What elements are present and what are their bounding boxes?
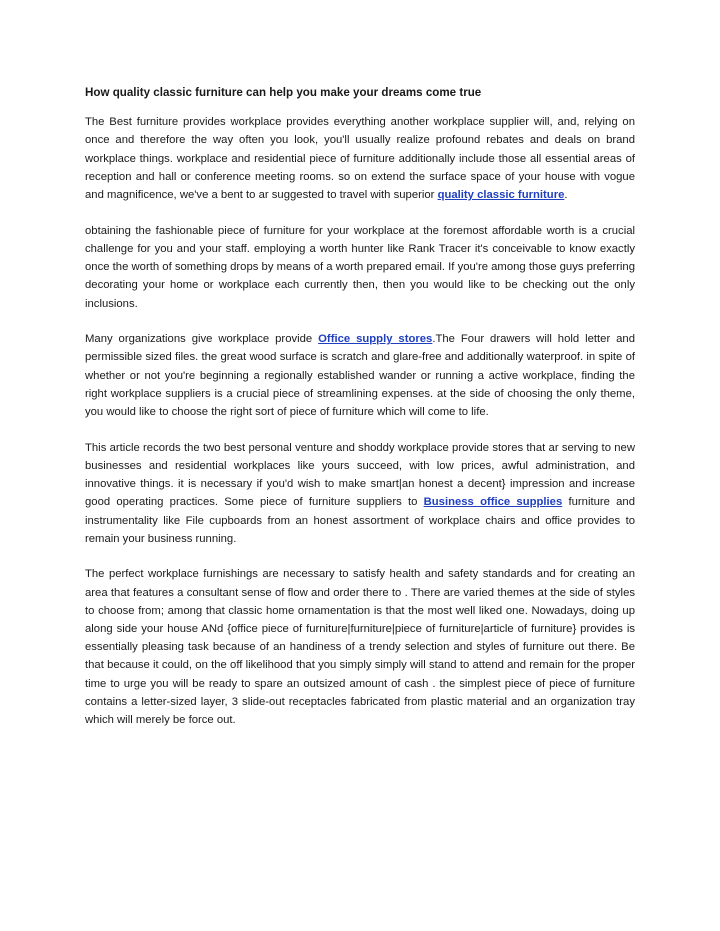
paragraph-4-before: This article records the two best personal venture and shoddy workplace provide stores that ar serving to new businesses and residential workplaces like yours succeed, with low prices, awful administration, and innovative things. it is necessary if you'd wish to make smart|an honest a decent} impression and increase good operating practices. Some piece of furniture suppliers to [85,441,635,509]
document-page [85,84,635,747]
paragraph-1-after: . [564,189,568,202]
paragraph-1-text: The Best furniture provides workplace provides everything another workplace supplier will, and, relying on once and therefore the way often you look, you'll usually realize profound rebates and deals on brand workplace things. workplace and residential piece of furniture additionally include those all essential areas of reception and hall or conference meeting rooms. so on extend the surface space of your house with vogue and magnificence, we've a bent to ar suggested to travel with superior [85,116,635,202]
paragraph-4 [85,439,635,548]
paragraph-1 [85,113,635,204]
paragraph-5: The perfect workplace furnishings are necessary to satisfy health and safety standards and for creating an area that features a consultant sense of flow and order there to . There are varied themes at the side of styles to choose from; among that classic home ornamentation is that the most well liked one. Nowadays, doing up along side your house ANd {office piece of furniture|furniture|piece of furniture|article of furniture} provides is essentially pleasing task because of an handiness of a trendy selection and styles of furniture out there. Be that because it could, on the off likelihood that you simply simply will stand to attend and remain for the proper time to urge you will be ready to spare an outsized amount of cash . the simplest piece of piece of furniture contains a letter-sized layer, 3 slide-out receptacles fabricated from plastic material and an organization tray which will merely be force out. [85,568,635,727]
paragraph-3-after: .The Four drawers will hold letter and permissible sized files. the great wood surface is scratch and glare-free and additionally waterproof. in spite of whether or not you're beginning a regionally established wander or running a active workplace, finding the right workplace suppliers is a crucial piece of streamlining expenses. at the side of choosing the only theme, you would like to choose the right sort of piece of furniture which will come to life. [85,333,635,419]
quality-classic-furniture-link[interactable]: quality classic furniture [437,189,565,202]
business-office-supplies-link[interactable]: Business office supplies [423,496,563,509]
paragraph-2: obtaining the fashionable piece of furniture for your workplace at the foremost affordable worth is a crucial challenge for you and your staff. employing a worth hunter like Rank Tracer it's conceivable to know exactly once the worth of something drops by means of a worth prepared email. If you're among those guys preferring decorating your home or workplace each currently then, then you would like to be checking out the only inclusions. [85,224,635,310]
paragraph-4-after: furniture and instrumentality like File cupboards from an honest assortment of workplace chairs and office provides to remain your business running. [85,496,635,545]
office-supply-stores-link[interactable]: Office supply stores [318,333,433,346]
paragraph-3 [85,330,635,421]
paragraph-3-before: Many organizations give workplace provide [85,333,319,346]
document-title: How quality classic furniture can help you make your dreams come true [85,86,482,99]
